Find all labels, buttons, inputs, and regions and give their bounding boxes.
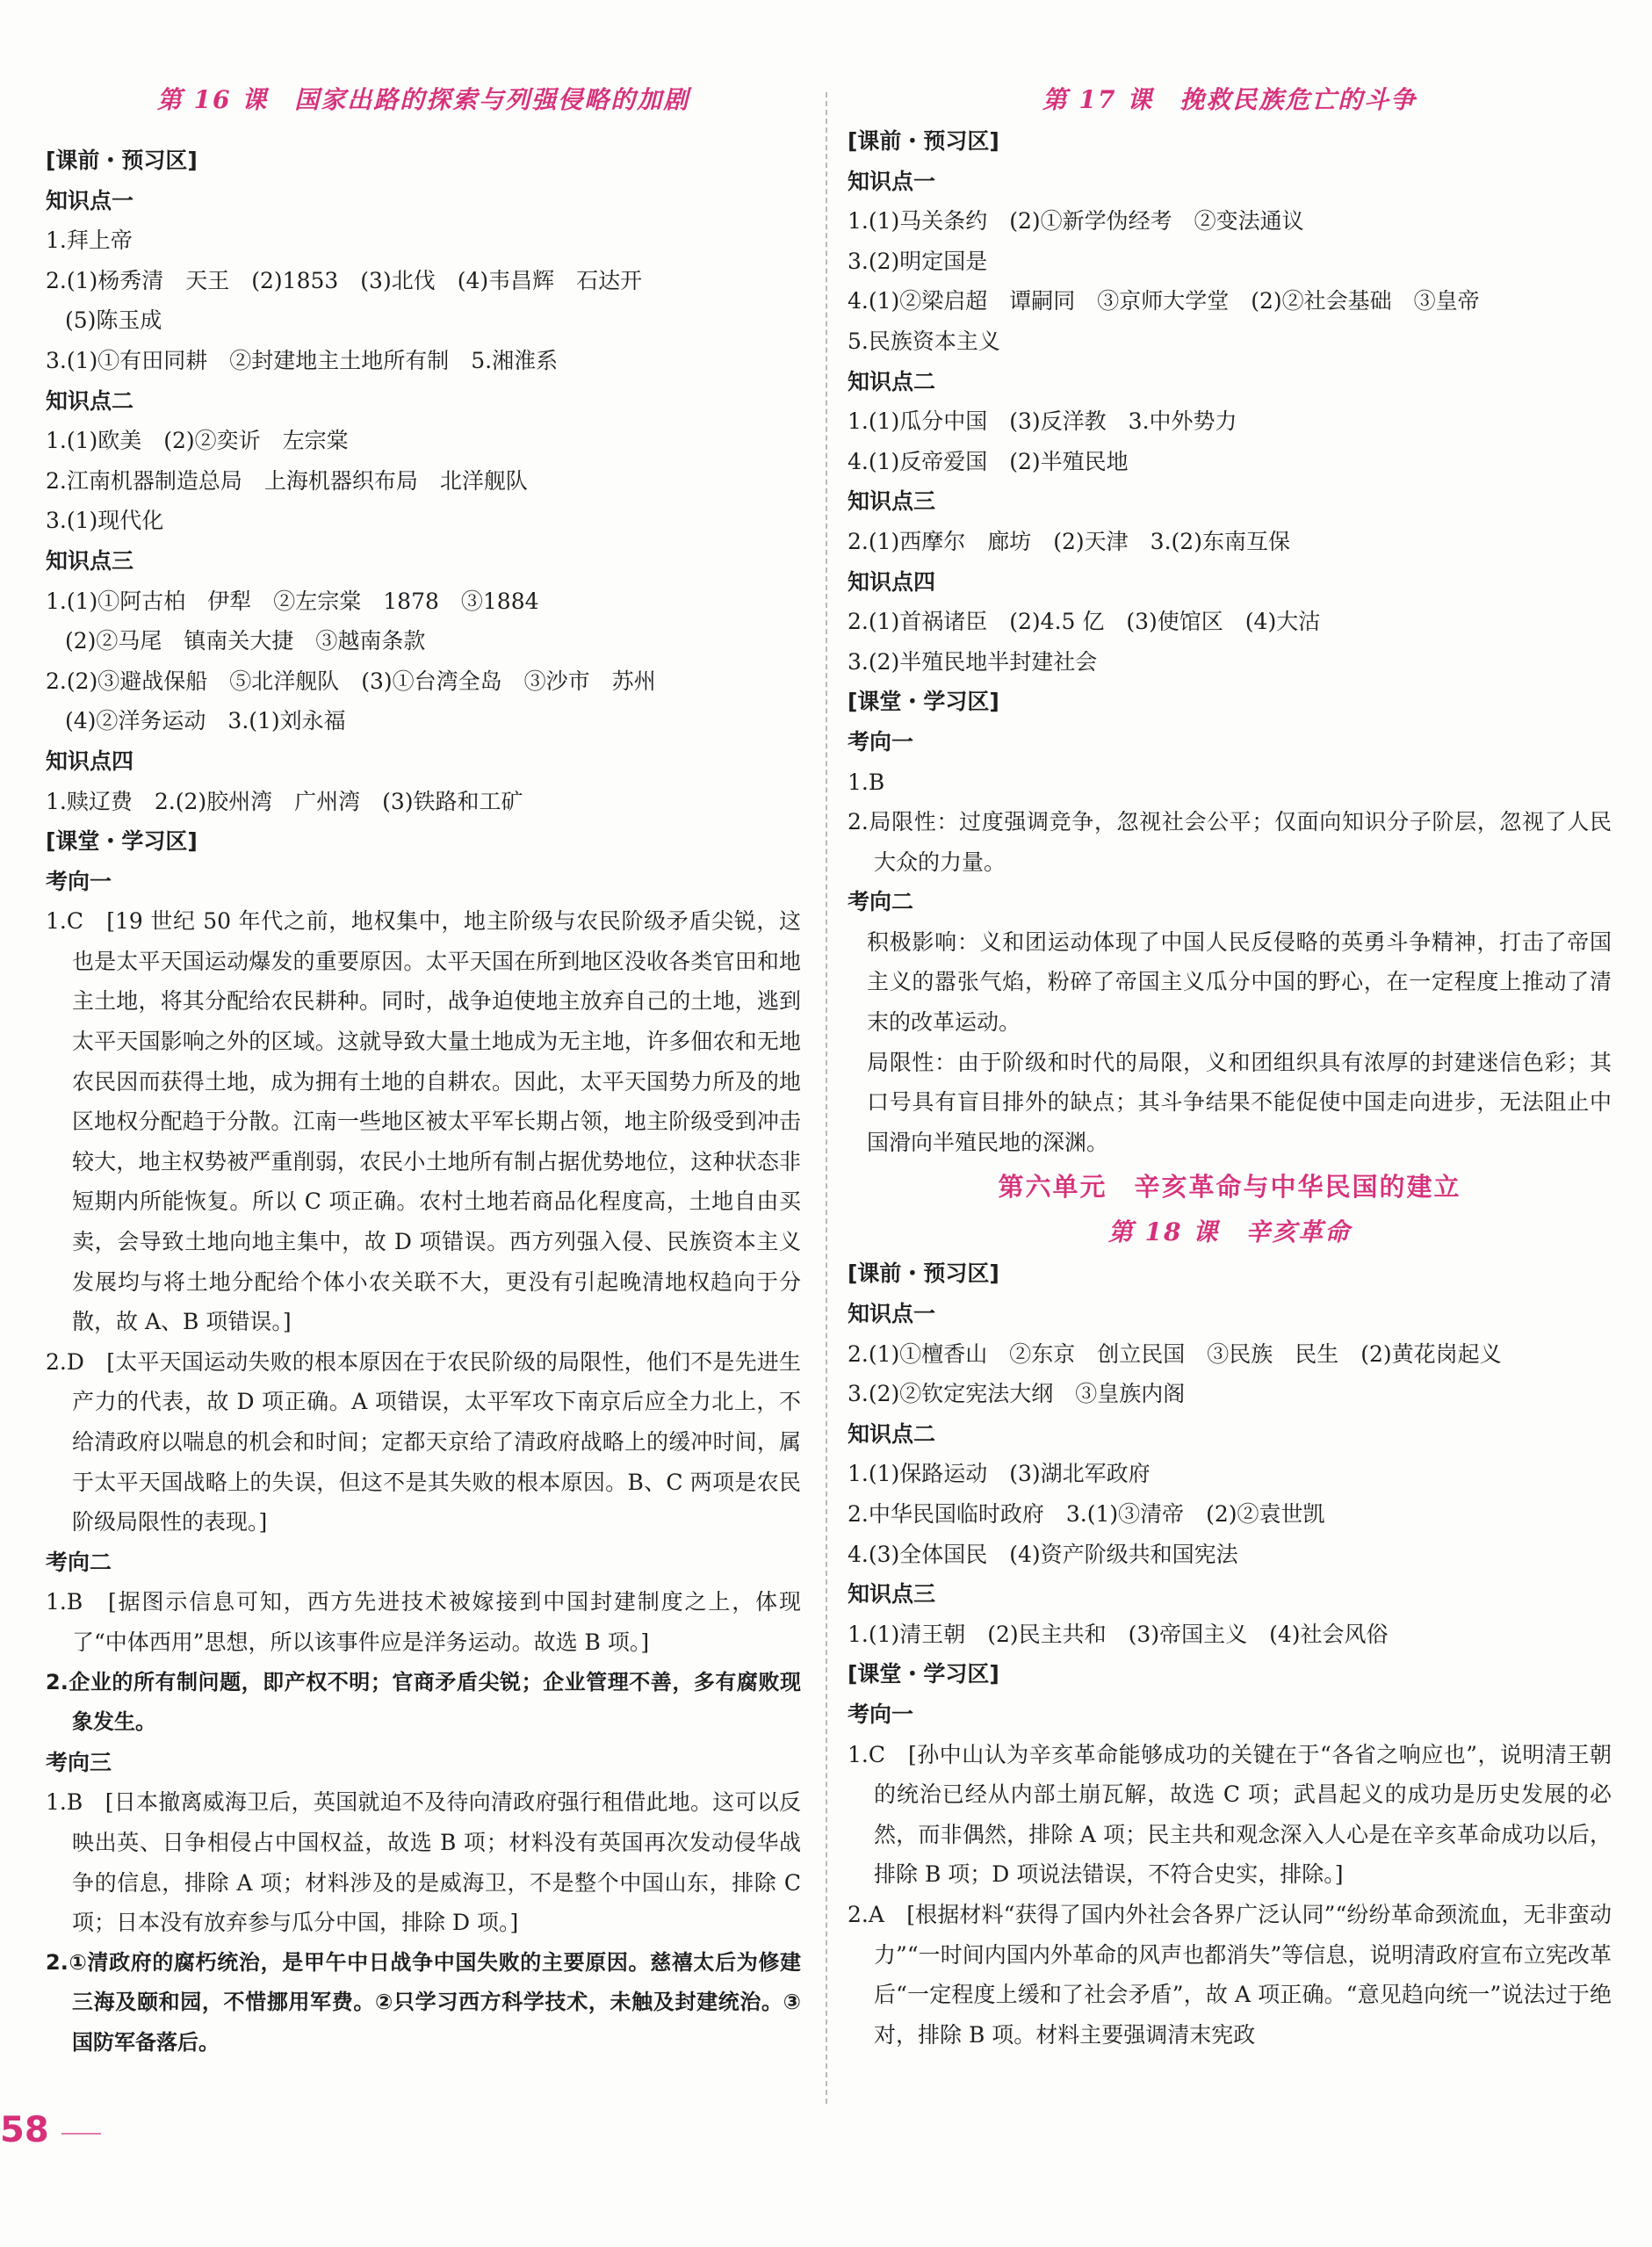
answer-line: 4.(3)全体国民 (4)资产阶级共和国宪法: [848, 1541, 1238, 1567]
knowledge-point-1: 知识点一: [46, 187, 134, 213]
answer-line: 2.(1)首祸诸臣 (2)4.5 亿 (3)使馆区 (4)大沽: [848, 609, 1321, 635]
answer-line: (5)陈玉成: [65, 307, 162, 334]
pre-class-heading: [课前・预习区]: [46, 148, 198, 173]
knowledge-point-2: 知识点二: [848, 368, 936, 394]
knowledge-point-3: 知识点三: [848, 1581, 936, 1608]
direction-1: 考向一: [848, 728, 914, 755]
direction-3: 考向三: [46, 1749, 112, 1775]
answer-line: 2.(1)杨秀清 天王 (2)1853 (3)北伐 (4)韦昌辉 石达开: [46, 267, 643, 293]
answer-paragraph: 2.①清政府的腐朽统治，是甲午中日战争中国失败的主要原因。慈禧太后为修建三海及颐和园，不惜挪用军费。②只学习西方科学技术，未触及封建统治。③国防军备落后。: [46, 1949, 801, 2055]
direction-2: 考向二: [46, 1549, 112, 1575]
direction-1: 考向一: [848, 1701, 914, 1727]
answer-paragraph: 1.B [据图示信息可知，西方先进技术被嫁接到中国封建制度之上，体现了“中体西用”思想，所以该事件应是洋务运动。故选 B 项。]: [46, 1589, 801, 1655]
in-class-heading: [课堂・学习区]: [848, 689, 999, 715]
pre-class-heading: [课前・预习区]: [848, 128, 999, 154]
answer-line: 2.江南机器制造总局 上海机器织布局 北洋舰队: [46, 467, 528, 494]
answer-paragraph: 2.D [太平天国运动失败的根本原因在于农民阶级的局限性，他们不是先进生产力的代表，故 D 项正确。A 项错误，太平军攻下南京后应全力北上，不给清政府以喘息的机会和时间；定都天京给了清政府战略上的缓冲时间，属于太平天国战略上的失误，但这不是其失败的根本原因。B、C 两项是农民阶级局限性的表现。]: [46, 1348, 801, 1535]
lesson-16-title: 第 16 课 国家出路的探索与列强侵略的加剧: [156, 85, 690, 114]
knowledge-point-4: 知识点四: [46, 748, 134, 774]
answer-line: 1.(1)欧美 (2)②奕䜣 左宗棠: [46, 428, 349, 454]
answer-line: 1.B: [848, 769, 885, 795]
in-class-heading: [课堂・学习区]: [46, 828, 198, 855]
pre-class-heading: [课前・预习区]: [848, 1261, 999, 1287]
column-divider: [826, 92, 827, 2104]
answer-line: 1.(1)马关条约 (2)①新学伪经考 ②变法通议: [848, 208, 1304, 235]
page-number: 58: [0, 2110, 49, 2150]
answer-paragraph: 2.A [根据材料“获得了国内外社会各界广泛认同”“纷纷革命颈流血，无非蛮动力”“一时间内国内外革命的风声也都消失”等信息，说明清政府宣布立宪改革后“一定程度上缓和了社会矛盾”，故 A 项正确。“意见趋向统一”说法过于绝对，排除 B 项。材料主要强调清末宪政: [848, 1901, 1612, 2048]
answer-line: 1.(1)清王朝 (2)民主共和 (3)帝国主义 (4)社会风俗: [848, 1621, 1389, 1647]
knowledge-point-2: 知识点二: [848, 1420, 936, 1447]
answer-paragraph: 1.B [日本撤离威海卫后，英国就迫不及待向清政府强行租借此地。这可以反映出英、日争相侵占中国权益，故选 B 项；材料没有英国再次发动侵华战争的信息，排除 A 项；材料涉及的是威海卫，不是整个中国山东，排除 C 项；日本没有放弃参与瓜分中国，排除 D 项。]: [46, 1789, 801, 1936]
direction-2: 考向二: [848, 889, 914, 915]
answer-line: 3.(2)②钦定宪法大纲 ③皇族内阁: [848, 1381, 1186, 1407]
knowledge-point-3: 知识点三: [46, 547, 134, 574]
page-number-dash: [61, 2133, 101, 2135]
answer-line: 3.(2)明定国是: [848, 248, 988, 274]
answer-paragraph: 局限性：由于阶级和时代的局限，义和团组织具有浓厚的封建迷信色彩；其口号具有盲目排外的缺点；其斗争结果不能促使中国走向进步，无法阻止中国滑向半殖民地的深渊。: [867, 1049, 1612, 1155]
answer-line: 1.拜上帝: [46, 228, 133, 254]
knowledge-point-2: 知识点二: [46, 387, 134, 414]
answer-line: 3.(1)①有田同耕 ②封建地主土地所有制 5.湘淮系: [46, 347, 559, 373]
answer-line: 1.(1)①阿古柏 伊犁 ②左宗棠 1878 ③1884: [46, 588, 539, 614]
answer-line: 3.(1)现代化: [46, 508, 164, 534]
unit-6-title: 第六单元 辛亥革命与中华民国的建立: [998, 1172, 1461, 1203]
lesson-17-title: 第 17 课 挽救民族危亡的斗争: [1042, 85, 1418, 114]
answer-paragraph: 1.C [孙中山认为辛亥革命能够成功的关键在于“各省之响应也”，说明清王朝的统治已经从内部土崩瓦解，故选 C 项；武昌起义的成功是历史发展的必然，而非偶然，排除 A 项；民主共和观念深入人心是在辛亥革命成功以后，排除 B 项；D 项说法错误，不符合史实，排除。]: [848, 1741, 1612, 1888]
knowledge-point-3: 知识点三: [848, 488, 936, 515]
knowledge-point-1: 知识点一: [848, 168, 936, 194]
answer-paragraph: 2.局限性：过度强调竞争，忽视社会公平；仅面向知识分子阶层，忽视了人民大众的力量。: [848, 809, 1612, 875]
direction-1: 考向一: [46, 868, 112, 894]
answer-line: 5.民族资本主义: [848, 328, 1000, 354]
answer-line: 2.(1)西摩尔 廊坊 (2)天津 3.(2)东南互保: [848, 528, 1290, 554]
in-class-heading: [课堂・学习区]: [848, 1661, 999, 1687]
lesson-18-title: 第 18 课 辛亥革命: [1107, 1217, 1352, 1247]
right-column: [848, 79, 1612, 2055]
answer-line: 2.(2)③避战保船 ⑤北洋舰队 (3)①台湾全岛 ③沙市 苏州: [46, 668, 656, 694]
answer-line: 2.(1)①檀香山 ②东京 创立民国 ③民族 民生 (2)黄花岗起义: [848, 1340, 1502, 1367]
answer-line: 3.(2)半殖民地半封建社会: [848, 648, 1098, 675]
answer-line: 1.赎辽费 2.(2)胶州湾 广州湾 (3)铁路和工矿: [46, 788, 523, 814]
answer-line: 2.中华民国临时政府 3.(1)③清帝 (2)②袁世凯: [848, 1501, 1325, 1527]
answer-line: (2)②马尾 镇南关大捷 ③越南条款: [65, 628, 426, 654]
answer-paragraph: 1.C [19 世纪 50 年代之前，地权集中，地主阶级与农民阶级矛盾尖锐，这也是太平天国运动爆发的重要原因。太平天国在所到地区没收各类官田和地主土地，将其分配给农民耕种。同时，战争迫使地主放弃自己的土地，逃到太平天国影响之外的区域。这就导致大量土地成为无主地，许多佃农和无地农民因而获得土地，成为拥有土地的自耕农。因此，太平天国势力所及的地区地权分配趋于分散。江南一些地区被太平军长期占领，地主阶级受到冲击较大，地主权势被严重削弱，农民小土地所有制占据优势地位，这种状态非短期内所能恢复。所以 C 项正确。农村土地若商品化程度高，土地自由买卖，会导致土地向地主集中，故 D 项错误。西方列强入侵、民族资本主义发展均与将土地分配给个体小农关联不大，更没有引起晚清地权趋向于分散，故 A、B 项错误。]: [46, 908, 801, 1335]
knowledge-point-1: 知识点一: [848, 1301, 936, 1327]
knowledge-point-4: 知识点四: [848, 568, 936, 595]
answer-line: (4)②洋务运动 3.(1)刘永福: [65, 708, 346, 734]
answer-paragraph: 2.企业的所有制问题，即产权不明；官商矛盾尖锐；企业管理不善，多有腐败现象发生。: [46, 1669, 801, 1735]
answer-paragraph: 积极影响：义和团运动体现了中国人民反侵略的英勇斗争精神，打击了帝国主义的嚣张气焰，粉碎了帝国主义瓜分中国的野心，在一定程度上推动了清末的改革运动。: [867, 928, 1612, 1036]
answer-line: 1.(1)瓜分中国 (3)反洋教 3.中外势力: [848, 408, 1237, 435]
answer-line: 4.(1)反帝爱国 (2)半殖民地: [848, 448, 1129, 474]
answer-line: 4.(1)②梁启超 谭嗣同 ③京师大学堂 (2)②社会基础 ③皇帝: [848, 288, 1480, 314]
left-column: [46, 79, 801, 2063]
answer-line: 1.(1)保路运动 (3)湖北军政府: [848, 1461, 1151, 1487]
